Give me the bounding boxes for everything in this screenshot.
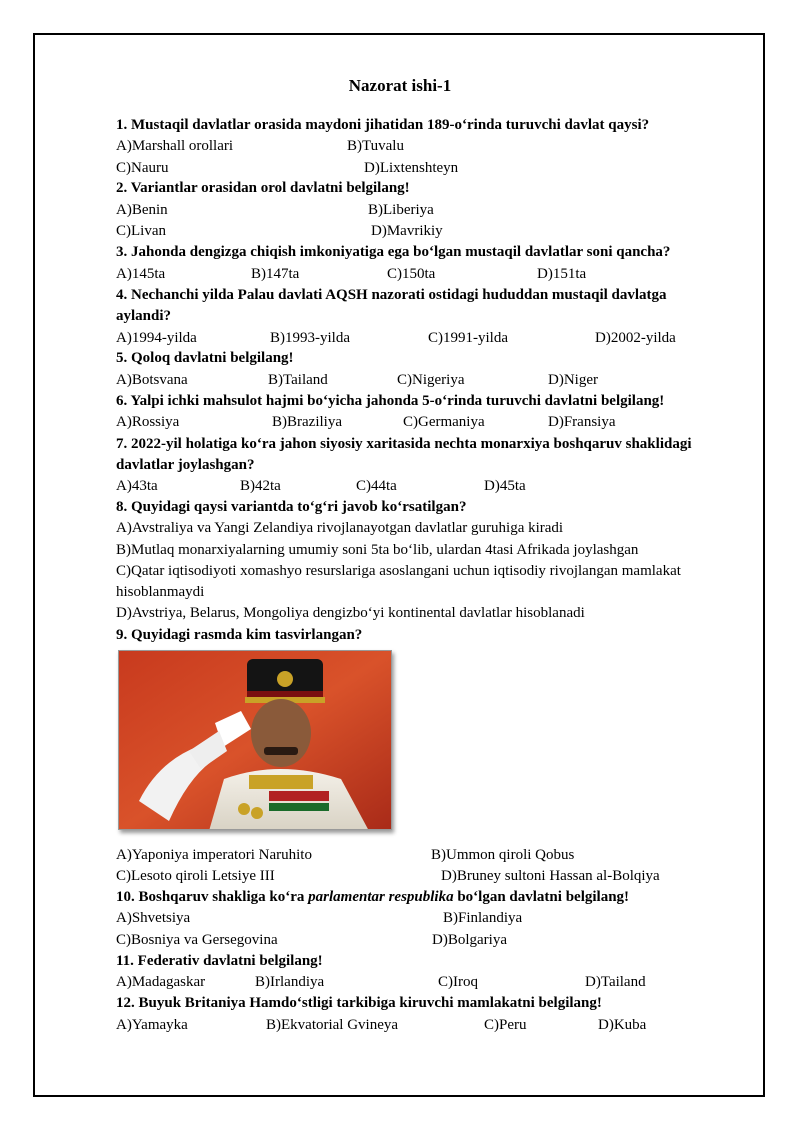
question-9: 9. Quyidagi rasmda kim tasvirlangan? [116,627,363,643]
question-10-emphasis: parlamentar respublika [308,889,454,905]
question-4: 4. Nechanchi yilda Palau davlati AQSH nazorati ostidagi hududdan mustaqil davlatga [116,287,667,303]
portrait-photo [118,650,392,830]
q2-option-a: A)Benin [116,202,168,218]
q1-option-d: D)Lixtenshteyn [364,160,459,176]
question-8: 8. Quyidagi qaysi variantda to‘g‘ri javob ko‘rsatilgan? [116,499,467,515]
q9-option-b: B)Ummon qiroli Qobus [431,847,575,863]
q2-option-c: C)Livan [116,223,166,239]
q12-option-d: D)Kuba [598,1017,647,1033]
q8-option-c-cont: hisoblanmaydi [116,584,205,600]
question-12: 12. Buyuk Britaniya Hamdo‘stligi tarkibiga kiruvchi mamlakatni belgilang! [116,995,602,1011]
q8-option-c: C)Qatar iqtisodiyoti xomashyo resurslariga asoslangani uchun iqtisodiy rivojlangan mamlakat [116,563,681,579]
q3-option-a: A)145ta [116,266,166,282]
q3-option-b: B)147ta [251,266,300,282]
q4-option-a: A)1994-yilda [116,330,197,346]
q10-option-c: C)Bosniya va Gersegovina [116,932,278,948]
page-title: Nazorat ishi-1 [348,76,452,95]
q4-option-c: C)1991-yilda [428,330,508,346]
q1-option-b: B)Tuvalu [347,138,404,154]
q9-option-d: D)Bruney sultoni Hassan al-Bolqiya [441,868,660,884]
q2-option-d: D)Mavrikiy [371,223,443,239]
q6-option-a: A)Rossiya [116,414,180,430]
question-7-cont: davlatlar joylashgan? [116,457,255,473]
q1-option-a: A)Marshall orollari [116,138,234,154]
q5-option-c: C)Nigeriya [397,372,465,388]
q11-option-d: D)Tailand [585,974,646,990]
q12-option-c: C)Peru [484,1017,527,1033]
q11-option-b: B)Irlandiya [255,974,325,990]
q8-option-b: B)Mutlaq monarxiyalarning umumiy soni 5ta bo‘lib, ulardan 4tasi Afrikada joylashgan [116,542,639,558]
question-5: 5. Qoloq davlatni belgilang! [116,350,294,366]
q9-option-c: C)Lesoto qiroli Letsiye III [116,868,275,884]
q12-option-b: B)Ekvatorial Gvineya [266,1017,399,1033]
question-3: 3. Jahonda dengizga chiqish imkoniyatiga ega bo‘lgan mustaqil davlatlar soni qancha? [116,244,671,260]
q8-option-d: D)Avstriya, Belarus, Mongoliya dengizbo‘yi kontinental davlatlar hisoblanadi [116,605,585,621]
q3-option-c: C)150ta [387,266,436,282]
q11-option-a: A)Madagaskar [116,974,206,990]
q5-option-b: B)Tailand [268,372,328,388]
q6-option-c: C)Germaniya [403,414,485,430]
q10-option-a: A)Shvetsiya [116,910,191,926]
q1-option-c: C)Nauru [116,160,169,176]
question-10-part-2: bo‘lgan davlatni belgilang! [453,889,630,905]
q4-option-b: B)1993-yilda [270,330,350,346]
question-10-part-1: 10. Boshqaruv shakliga ko‘ra [116,889,309,905]
question-2: 2. Variantlar orasidan orol davlatni belgilang! [116,180,410,196]
q8-option-a: A)Avstraliya va Yangi Zelandiya rivojlanayotgan davlatlar guruhiga kiradi [116,520,564,536]
q2-option-b: B)Liberiya [368,202,434,218]
question-1: 1. Mustaqil davlatlar orasida maydoni jihatidan 189-o‘rinda turuvchi davlat qaysi? [116,117,650,133]
question-7: 7. 2022-yil holatiga ko‘ra jahon siyosiy xaritasida nechta monarxiya boshqaruv shaklidagi [116,436,692,452]
q7-option-c: C)44ta [356,478,397,494]
question-6: 6. Yalpi ichki mahsulot hajmi bo‘yicha jahonda 5-o‘rinda turuvchi davlatni belgilang! [116,393,665,409]
q5-option-a: A)Botsvana [116,372,188,388]
question-10 [116,888,629,906]
q4-option-d: D)2002-yilda [595,330,676,346]
q9-option-a: A)Yaponiya imperatori Naruhito [116,847,312,863]
q3-option-d: D)151ta [537,266,587,282]
question-4-cont: aylandi? [116,308,172,324]
q6-option-b: B)Braziliya [272,414,342,430]
q7-option-b: B)42ta [240,478,281,494]
q5-option-d: D)Niger [548,372,598,388]
q11-option-c: C)Iroq [438,974,478,990]
q7-option-a: A)43ta [116,478,158,494]
q7-option-d: D)45ta [484,478,526,494]
q10-option-b: B)Finlandiya [443,910,523,926]
question-11: 11. Federativ davlatni belgilang! [116,953,323,969]
q6-option-d: D)Fransiya [548,414,616,430]
q12-option-a: A)Yamayka [116,1017,188,1033]
q10-option-d: D)Bolgariya [432,932,507,948]
